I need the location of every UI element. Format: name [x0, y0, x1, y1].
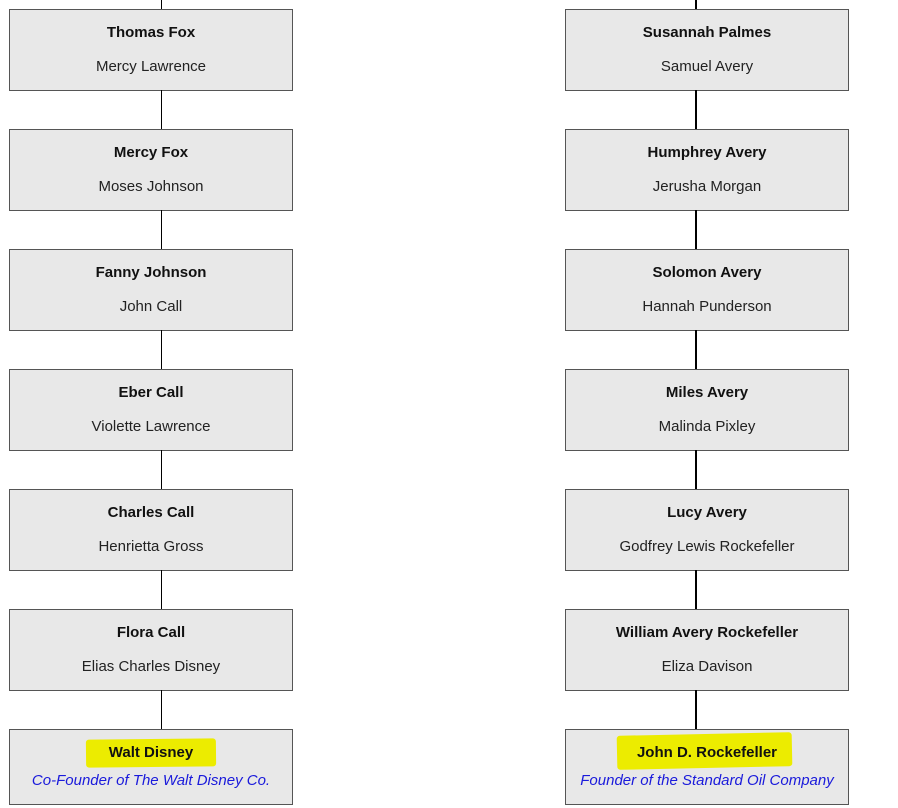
- person-box: [9, 369, 293, 451]
- connector-line: [161, 330, 162, 370]
- person-name: Thomas Fox: [106, 24, 196, 41]
- person-box: [565, 489, 849, 571]
- spouse-name: Elias Charles Disney: [81, 658, 221, 675]
- person-box: [565, 9, 849, 91]
- connector-line: [161, 690, 162, 730]
- person-name: Susannah Palmes: [642, 24, 772, 41]
- person-box: [565, 609, 849, 691]
- connector-line: [161, 90, 162, 130]
- spouse-name: Violette Lawrence: [91, 418, 211, 435]
- person-name: Lucy Avery: [667, 504, 747, 521]
- person-box: [9, 489, 293, 571]
- person-name: Humphrey Avery: [647, 144, 767, 161]
- person-box: [565, 129, 849, 211]
- person-name: Mercy Fox: [113, 144, 189, 161]
- person-name: William Avery Rockefeller: [615, 624, 799, 641]
- connector-line: [695, 210, 697, 250]
- person-box: [9, 9, 293, 91]
- connector-line: [161, 210, 162, 250]
- final-person-description: Co-Founder of The Walt Disney Co.: [31, 772, 271, 789]
- spouse-name: Malinda Pixley: [658, 418, 756, 435]
- connector-line: [695, 690, 697, 730]
- final-person-description: Founder of the Standard Oil Company: [580, 772, 834, 789]
- connector-line: [695, 570, 697, 610]
- spouse-name: Samuel Avery: [660, 58, 754, 75]
- spouse-name: Henrietta Gross: [98, 538, 204, 555]
- spouse-name: Jerusha Morgan: [652, 178, 762, 195]
- spouse-name: Hannah Punderson: [642, 298, 772, 315]
- connector-line: [695, 450, 697, 490]
- final-person-name: John D. Rockefeller: [636, 744, 778, 761]
- person-name: Charles Call: [107, 504, 195, 521]
- person-box: [9, 249, 293, 331]
- person-name: Solomon Avery: [652, 264, 762, 281]
- person-name: Flora Call: [116, 624, 186, 641]
- final-person-name: Walt Disney: [108, 744, 194, 761]
- spouse-name: Moses Johnson: [98, 178, 204, 195]
- person-box: [565, 369, 849, 451]
- person-name: Fanny Johnson: [95, 264, 207, 281]
- person-box: [9, 609, 293, 691]
- spouse-name: Mercy Lawrence: [95, 58, 207, 75]
- final-person-box: [565, 729, 849, 805]
- person-box: [9, 129, 293, 211]
- spouse-name: Eliza Davison: [661, 658, 753, 675]
- person-box: [565, 249, 849, 331]
- person-name: Eber Call: [118, 384, 184, 401]
- connector-line: [161, 450, 162, 490]
- final-person-box: [9, 729, 293, 805]
- connector-line: [695, 330, 697, 370]
- connector-line: [695, 90, 697, 130]
- connector-line: [161, 570, 162, 610]
- spouse-name: John Call: [119, 298, 183, 315]
- person-name: Miles Avery: [665, 384, 749, 401]
- spouse-name: Godfrey Lewis Rockefeller: [619, 538, 795, 555]
